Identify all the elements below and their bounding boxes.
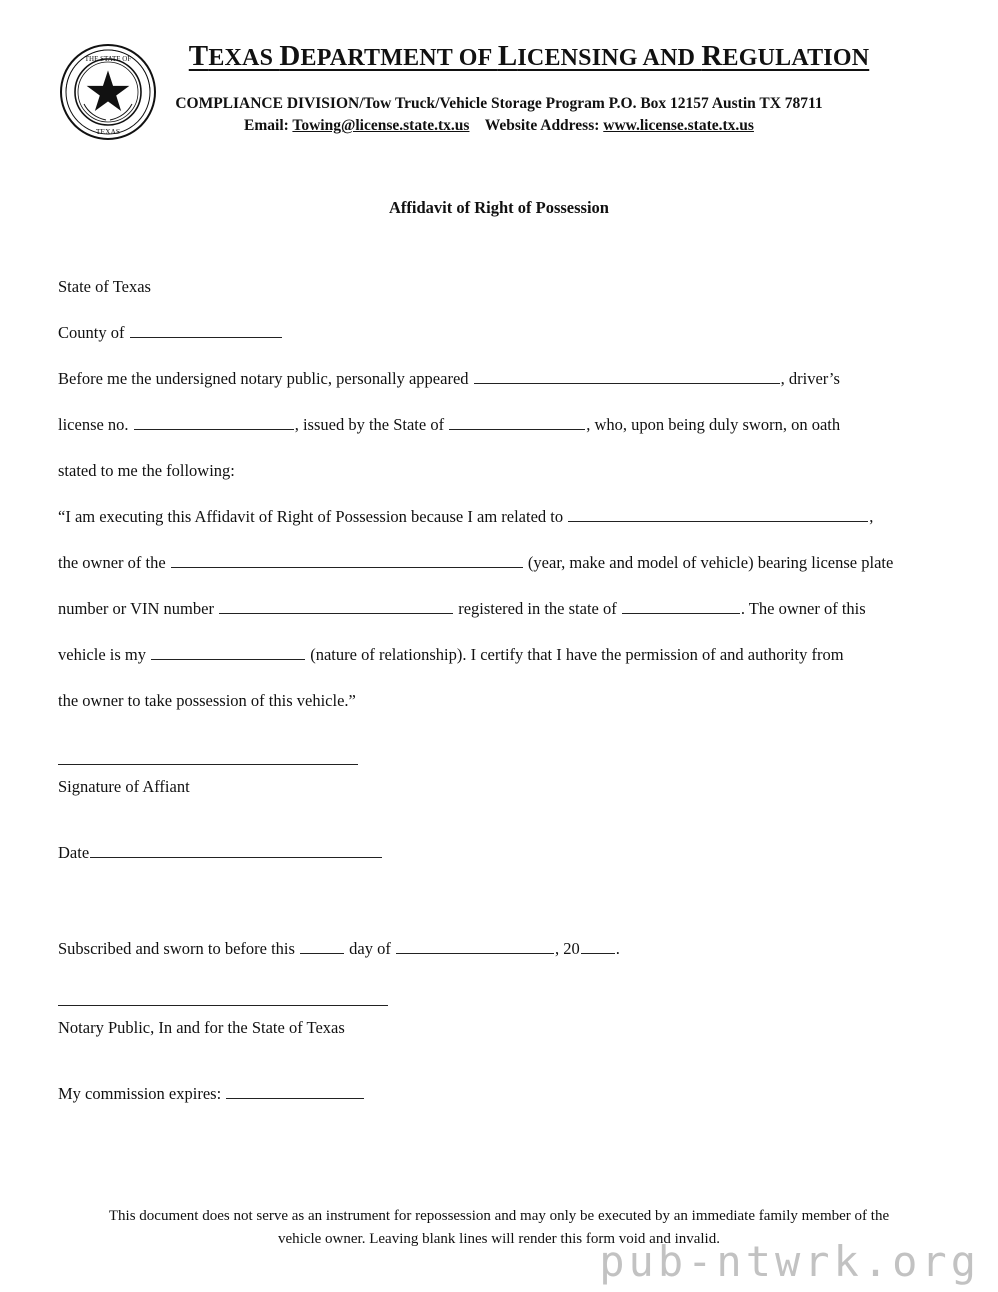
quote-line-2 (58, 540, 940, 586)
sworn-text-c: , 20 (555, 939, 580, 958)
quote-text-c-b: registered in the state of (458, 599, 617, 618)
commission-label: My commission expires: (58, 1084, 222, 1103)
quote-line-5: the owner to take possession of this vehicle.” (58, 691, 356, 710)
org-title-t4: EPARTMENT OF (300, 45, 498, 71)
quote-text-d-a: vehicle is my (58, 645, 146, 664)
quote-text-b-a: the owner of the (58, 553, 166, 572)
signature-blank[interactable] (58, 764, 358, 765)
state-line: State of Texas (58, 277, 151, 296)
website-label: Website Address: (484, 117, 600, 135)
org-title-t8: EGULATION (722, 45, 870, 71)
appearance-text-b: , driver’s (780, 369, 840, 388)
date-label: Date (58, 843, 90, 862)
appearance-line-1 (58, 356, 940, 402)
quote-text-a-end: , (869, 507, 874, 526)
quote-text-c-a: number or VIN number (58, 599, 214, 618)
sworn-statement-row (58, 935, 940, 963)
license-text-b: , issued by the State of (294, 415, 445, 434)
org-title-t2: EXAS (208, 45, 280, 71)
affiant-name-blank[interactable] (474, 368, 780, 384)
division-contact-block (58, 93, 940, 138)
page-title: Affidavit of Right of Possession (388, 198, 609, 217)
org-title-t3: D (279, 40, 301, 72)
quote-line-4 (58, 632, 940, 678)
vin-blank[interactable] (219, 598, 453, 614)
svg-text:THE STATE OF: THE STATE OF (84, 55, 132, 63)
footer-note (58, 1205, 940, 1250)
signature-label: Signature of Affiant (58, 777, 190, 796)
quote-line-3 (58, 586, 940, 632)
sworn-day-blank[interactable] (300, 938, 344, 954)
appearance-text-a: Before me the undersigned notary public, personally appeared (58, 369, 469, 388)
contact-line (58, 115, 940, 137)
registration-state-blank[interactable] (622, 598, 740, 614)
vehicle-description-blank[interactable] (171, 552, 523, 568)
affidavit-body (58, 264, 940, 724)
quote-text-c-c: . The owner of this (740, 599, 866, 618)
commission-expiry-blank[interactable] (226, 1083, 364, 1099)
county-label: County of (58, 323, 125, 342)
sworn-text-d: . (615, 939, 620, 958)
email-label: Email: (244, 117, 289, 135)
appearance-line-3: stated to me the following: (58, 461, 235, 480)
footer-note-line-2: vehicle owner. Leaving blank lines will render this form void and invalid. (278, 1230, 720, 1247)
quote-text-a: “I am executing this Affidavit of Right of Possession because I am related to (58, 507, 564, 526)
commission-row (58, 1080, 940, 1108)
notary-signature-blank[interactable] (58, 1005, 388, 1006)
organization-title (58, 40, 940, 73)
license-number-blank[interactable] (134, 414, 294, 430)
sworn-year-blank[interactable] (581, 938, 615, 954)
document-header (58, 40, 940, 150)
org-title-t1: T (188, 40, 209, 72)
svg-text:TEXAS: TEXAS (95, 127, 121, 136)
org-title-t6: ICENSING AND (517, 45, 702, 71)
relationship-blank[interactable] (151, 644, 305, 660)
county-line (58, 310, 940, 356)
watermark: pub-ntwrk.org (599, 1237, 980, 1286)
org-title-t7: R (701, 40, 723, 72)
appearance-line-2 (58, 402, 940, 448)
date-blank[interactable] (90, 842, 382, 858)
license-text-c: , who, upon being duly sworn, on oath (586, 415, 841, 434)
quote-text-d-b: (nature of relationship). I certify that I have the permission of and authority from (310, 645, 844, 664)
division-line: COMPLIANCE DIVISION/Tow Truck/Vehicle Storage Program P.O. Box 12157 Austin TX 78711 (175, 95, 823, 112)
signature-block (58, 764, 940, 801)
website-value[interactable]: www.license.state.tx.us (603, 117, 754, 135)
sworn-text-b: day of (349, 939, 391, 958)
quote-text-b-b: (year, make and model of vehicle) bearing license plate (527, 553, 894, 572)
email-value[interactable]: Towing@license.state.tx.us (292, 117, 470, 135)
date-block (58, 839, 940, 867)
texas-state-seal-icon (58, 42, 158, 142)
org-title-t5: L (497, 40, 518, 72)
license-label: license no. (58, 415, 129, 434)
related-to-blank[interactable] (568, 506, 868, 522)
footer-note-line-1: This document does not serve as an instrument for repossession and may only be executed by an immediate family member of the (108, 1208, 890, 1224)
sworn-month-blank[interactable] (396, 938, 554, 954)
quote-line-1 (58, 494, 940, 540)
sworn-text-a: Subscribed and sworn to before this (58, 939, 295, 958)
notary-label: Notary Public, In and for the State of Texas (58, 1018, 345, 1037)
notary-block (58, 1005, 940, 1042)
county-input-blank[interactable] (130, 322, 282, 338)
license-state-blank[interactable] (449, 414, 585, 430)
